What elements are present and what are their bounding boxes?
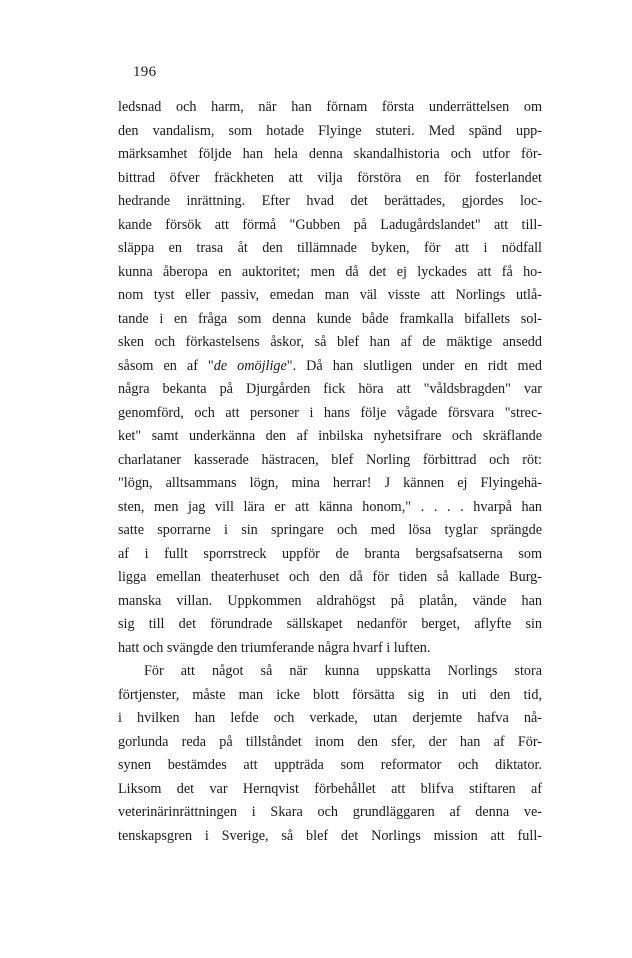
text-line: synen bestämdes att uppträda som reformator och diktator.: [118, 757, 542, 773]
text-line: i hvilken han lefde och verkade, utan derjemte hafva nå-: [118, 710, 542, 726]
body-text: [118, 96, 542, 848]
text-line: tande i en fråga som denna kunde både framkalla bifallets sol-: [118, 310, 542, 327]
text-line: den vandalism, som hotade Flyinge stuteri. Med spänd upp-: [118, 122, 542, 139]
text-line: sken och förkastelsens åskor, så blef han af de mäktige ansedd: [118, 334, 542, 350]
italic-phrase: de omöjlige: [213, 357, 287, 374]
text-line: hedrande inrättning. Efter hvad det berättades, gjordes loc-: [118, 193, 542, 209]
text-line: genomförd, och att personer i hans följe vågade försvara "strec-: [118, 404, 542, 421]
paragraph-start-line: För att något så när kunna uppskatta Norlings stora: [144, 663, 542, 679]
text-line: af i fullt sporrstreck uppför de branta bergsafsatserna som: [118, 545, 542, 562]
text-line: nom tyst eller passiv, emedan man väl visste att Norlings utlå-: [118, 287, 542, 303]
text-line: satte sporrarne i sin springare och med lösa tyglar sprängde: [118, 522, 542, 538]
text-line: sig till det förundrade sällskapet nedanför berget, aflyfte sin: [118, 616, 542, 632]
text-line: charlataner kasserade hästracen, blef Norling förbittrad och röt:: [118, 451, 542, 468]
text-line: såsom en af "de omöjlige". Då han slutligen under en ridt med: [118, 357, 542, 374]
text-line: förtjenster, måste man icke blott försätta sig in uti den tid,: [118, 686, 542, 703]
text-line: ket" samt underkänna den af inbilska nyhetsifrare och skräflande: [118, 428, 542, 444]
text-line: tenskapsgren i Sverige, så blef det Norlings mission att full-: [118, 827, 542, 844]
text-line: bittrad öfver fräckheten att vilja förstöra en för fosterlandet: [118, 169, 542, 186]
text-line: några bekanta på Djurgården fick höra att "våldsbragden" var: [118, 381, 542, 397]
text-line: gorlunda reda på tillståndet inom den sfer, der han af För-: [118, 733, 542, 750]
page-number: 196: [133, 64, 157, 80]
text-line: veterinärinrättningen i Skara och grundläggaren af denna ve-: [118, 804, 542, 820]
text-line: släppa en trasa åt den tillämnade byken, för att i nödfall: [118, 240, 542, 256]
paragraph-end-line: hatt och svängde den triumferande några hvarf i luften.: [118, 639, 431, 656]
text-line: kande försök att förmå "Gubben på Ladugårdslandet" att till-: [118, 216, 542, 233]
text-line: sten, men jag vill lära er att känna honom," . . . . hvarpå han: [118, 498, 542, 515]
text-line: ligga emellan theaterhuset och den då för tiden så kallade Burg-: [118, 569, 542, 585]
text-line: "lögn, alltsammans lögn, mina herrar! J kännen ej Flyingehä-: [118, 475, 542, 491]
text-line: märksamhet följde han hela denna skandalhistoria och utfor för-: [118, 146, 542, 162]
text-line: kunna åberopa en auktoritet; men då det ej lyckades att få ho-: [118, 263, 542, 280]
text-line: manska villan. Uppkommen aldrahögst på platån, vände han: [118, 592, 542, 609]
text-line: ledsnad och harm, när han förnam första underrättelsen om: [118, 99, 542, 115]
text-line: Liksom det var Hernqvist förbehållet att blifva stiftaren af: [118, 780, 542, 797]
